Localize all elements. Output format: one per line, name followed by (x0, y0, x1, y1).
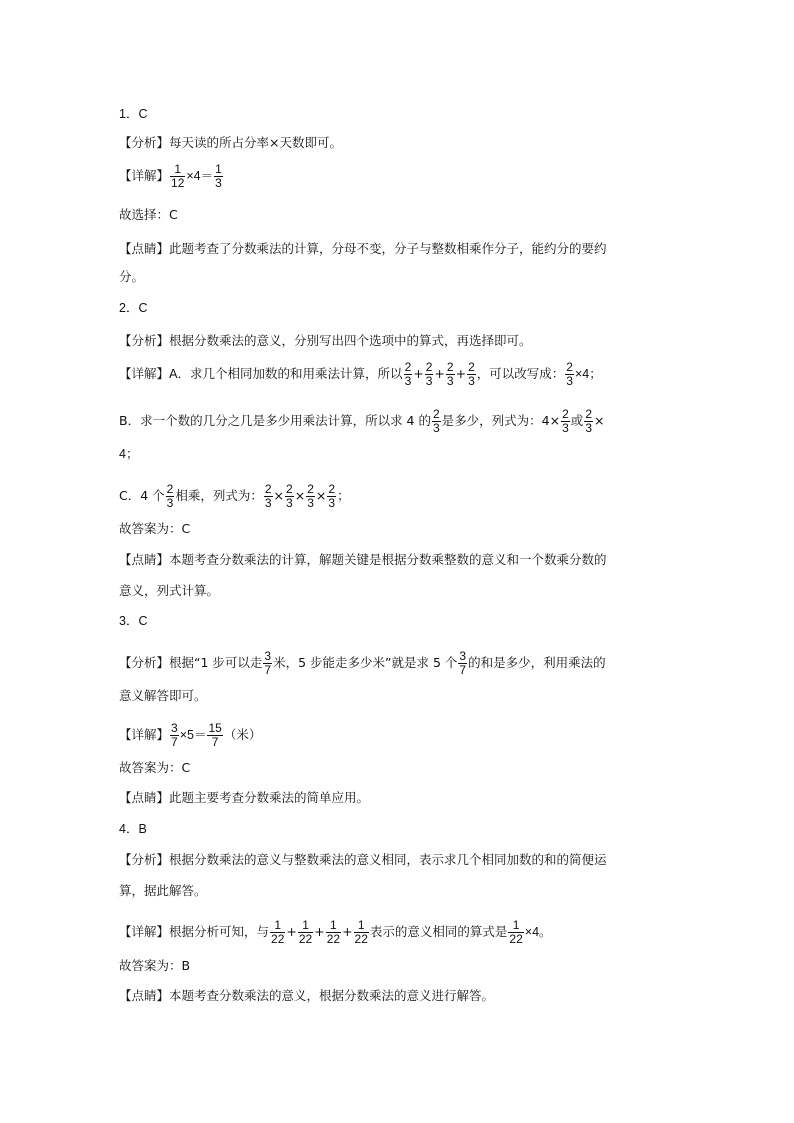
q3-analysis (119, 650, 606, 677)
q1-analysis: 【分析】每天读的所占分率×天数即可。 (119, 135, 342, 150)
fraction (404, 361, 413, 388)
q4-answer: 故答案为：B (119, 958, 191, 973)
numerator: 1 (354, 919, 369, 933)
denominator: 3 (307, 496, 314, 510)
q1-comment-line1: 【点睛】此题考查了分数乘法的计算，分母不变，分子与整数相乘作分子，能约分的要约 (119, 241, 607, 256)
q4-detail (119, 919, 552, 946)
numerator: 1 (298, 919, 313, 933)
denominator: 3 (562, 421, 569, 435)
q3-unit: （米） (223, 727, 262, 742)
denominator: 7 (211, 735, 219, 749)
q1-detail-label: 【详解】 (119, 168, 170, 183)
q1-detail-op: ×4＝ (186, 169, 214, 183)
denominator: 3 (566, 374, 573, 388)
denominator: 3 (425, 374, 433, 388)
numerator: 3 (459, 649, 467, 663)
fraction (327, 483, 336, 510)
times-sign: × (294, 488, 306, 503)
numerator: 1 (170, 163, 185, 177)
denominator: 22 (326, 932, 341, 946)
q2-comment-line1: 【点睛】本题考查分数乘法的计算，解题关键是根据分数乘整数的意义和一个数乘分数的 (119, 552, 607, 567)
numerator: 2 (328, 482, 336, 496)
numerator: 2 (446, 360, 454, 374)
numerator: 1 (326, 919, 341, 933)
numerator: 2 (404, 360, 412, 374)
denominator: 3 (585, 421, 592, 435)
q3-number: 3．C (119, 614, 148, 628)
q1-comment-line2: 分。 (119, 269, 145, 284)
q1-answer: 故选择：C (119, 207, 178, 222)
denominator: 3 (264, 496, 272, 510)
plus-sign: + (314, 924, 325, 939)
q2-b-or: 或 (570, 413, 584, 428)
q1-detail (119, 163, 224, 190)
denominator: 3 (166, 496, 174, 510)
plus-sign: + (342, 924, 353, 939)
q3-analysis-c: 的和是多少，利用乘法的 (468, 655, 606, 670)
fraction (561, 408, 570, 435)
numerator: 1 (215, 162, 222, 176)
denominator: 3 (468, 374, 475, 388)
q2-b-text: B．求一个数的几分之几是多少用乘法计算，所以求 4 的 (119, 413, 431, 428)
denominator: 3 (286, 496, 293, 510)
q2-a-end: ×4； (574, 367, 602, 381)
q4-detail-a: 【详解】根据分析可知，与 (119, 924, 270, 939)
times-sign: × (273, 488, 285, 503)
fraction (584, 408, 593, 435)
denominator: 22 (298, 932, 313, 946)
q3-detail-op: ×5＝ (179, 728, 207, 742)
q2-a-text: 【详解】A．求几个相同加数的和用乘法计算，所以 (119, 366, 403, 381)
fraction (458, 650, 467, 677)
q2-b-mid: 是多少，列式为：4× (441, 413, 561, 428)
q2-option-b-cont: 4； (119, 447, 139, 461)
fraction (170, 163, 185, 190)
fraction (170, 722, 179, 749)
q2-c-mid: 相乘，列式为： (175, 488, 263, 503)
numerator: 1 (508, 919, 523, 933)
denominator: 12 (171, 176, 185, 190)
plus-sign: + (455, 366, 467, 381)
q3-detail (119, 722, 261, 749)
q2-option-b (119, 408, 604, 435)
fraction (166, 483, 175, 510)
q1-number: 1．C (119, 107, 148, 121)
numerator: 1 (270, 919, 285, 933)
denominator: 22 (271, 932, 285, 946)
q4-comment: 【点睛】本题考查分数乘法的意义，根据分数乘法的意义进行解答。 (119, 988, 495, 1003)
q2-c-text: C．4 个 (119, 488, 165, 503)
fraction (285, 483, 294, 510)
denominator: 7 (264, 663, 272, 677)
plus-sign: + (434, 366, 445, 381)
q3-answer: 故答案为：C (119, 760, 191, 775)
numerator: 2 (562, 407, 569, 421)
fraction (263, 650, 272, 677)
q4-detail-b: 表示的意义相同的算式是 (369, 924, 508, 939)
q2-option-c (119, 483, 350, 510)
denominator: 3 (446, 374, 454, 388)
fraction (306, 483, 315, 510)
fraction (446, 361, 455, 388)
fraction (432, 408, 441, 435)
numerator: 15 (208, 721, 222, 735)
q2-c-end: ； (337, 488, 350, 503)
q2-answer: 故答案为：C (119, 521, 191, 536)
fraction (508, 919, 523, 946)
denominator: 3 (432, 421, 440, 435)
numerator: 2 (166, 482, 174, 496)
denominator: 3 (328, 496, 336, 510)
plus-sign: + (413, 366, 424, 381)
fraction (565, 361, 574, 388)
denominator: 3 (215, 176, 222, 190)
q2-comment-line2: 意义，列式计算。 (119, 583, 220, 598)
fraction (264, 483, 273, 510)
q3-analysis-a: 【分析】根据“1 步可以走 (119, 655, 263, 670)
q3-analysis-b: 米，5 步能走多少米”就是求 5 个 (273, 655, 458, 670)
denominator: 3 (404, 374, 412, 388)
fraction (298, 919, 313, 946)
numerator: 3 (264, 649, 272, 663)
numerator: 2 (264, 482, 272, 496)
numerator: 2 (432, 407, 440, 421)
fraction (425, 361, 434, 388)
fraction (214, 163, 223, 190)
denominator: 7 (459, 663, 467, 677)
denominator: 7 (171, 735, 178, 749)
times-sign: × (315, 488, 327, 503)
q2-a-mid: ，可以改写成： (476, 366, 565, 381)
fraction (326, 919, 341, 946)
plus-sign: + (286, 924, 297, 939)
q3-comment: 【点睛】此题主要考查分数乘法的简单应用。 (119, 790, 370, 805)
denominator: 22 (354, 932, 368, 946)
q3-analysis-line2: 意义解答即可。 (119, 688, 207, 703)
numerator: 3 (171, 721, 178, 735)
q4-analysis-line1: 【分析】根据分数乘法的意义与整数乘法的意义相同，表示求几个相同加数的和的简便运 (119, 852, 607, 867)
q2-option-a (119, 361, 602, 388)
q3-detail-label: 【详解】 (119, 727, 170, 742)
denominator: 22 (509, 932, 523, 946)
q2-analysis: 【分析】根据分数乘法的意义，分别写出四个选项中的算式，再选择即可。 (119, 333, 532, 348)
numerator: 2 (585, 407, 592, 421)
q2-b-end: × (594, 413, 605, 428)
fraction (207, 722, 222, 749)
numerator: 2 (307, 482, 314, 496)
q4-detail-c: ×4。 (524, 925, 552, 939)
numerator: 2 (286, 482, 293, 496)
q4-analysis-line2: 算，据此解答。 (119, 883, 207, 898)
numerator: 2 (566, 360, 573, 374)
q2-number: 2．C (119, 301, 148, 315)
fraction (270, 919, 285, 946)
numerator: 2 (425, 360, 433, 374)
q4-number: 4．B (119, 822, 147, 836)
numerator: 2 (468, 360, 475, 374)
fraction (354, 919, 369, 946)
fraction (467, 361, 476, 388)
